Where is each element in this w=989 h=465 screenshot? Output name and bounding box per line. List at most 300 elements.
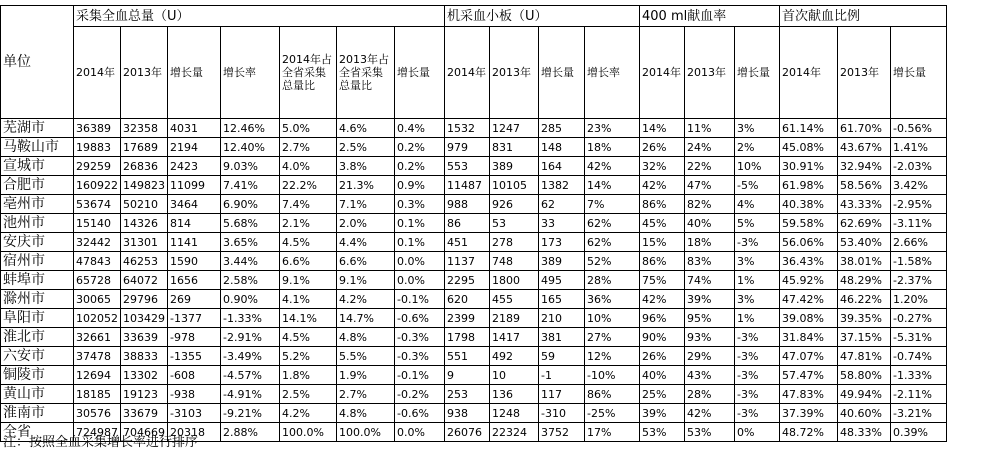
value-cell: 37.39% [780, 404, 838, 423]
value-cell: 47.42% [780, 290, 838, 309]
value-cell: 1382 [539, 176, 585, 195]
value-cell: 12694 [74, 366, 121, 385]
subheader-cell: 2014年 [780, 27, 838, 119]
value-cell: 96% [640, 309, 685, 328]
value-cell: -5.31% [891, 328, 947, 347]
blank-cell [947, 119, 981, 138]
value-cell: 38833 [121, 347, 168, 366]
value-cell: 6.6% [280, 252, 337, 271]
value-cell: 2194 [168, 138, 221, 157]
unit-name-cell: 合肥市 [1, 176, 74, 195]
value-cell: 164 [539, 157, 585, 176]
value-cell: 45.08% [780, 138, 838, 157]
value-cell: 0.0% [395, 252, 445, 271]
subheader-cell: 2014年 [640, 27, 685, 119]
footnote: 注：按照全血采集增长率进行排序 [3, 435, 199, 450]
value-cell: 74% [685, 271, 735, 290]
blank-cell [947, 176, 981, 195]
unit-name-cell: 铜陵市 [1, 366, 74, 385]
value-cell: 4031 [168, 119, 221, 138]
value-cell: 7% [585, 195, 640, 214]
subheader-cell: 2013年 [685, 27, 735, 119]
value-cell: 45.92% [780, 271, 838, 290]
value-cell: 0% [735, 423, 780, 442]
value-cell: 173 [539, 233, 585, 252]
value-cell: 32358 [121, 119, 168, 138]
value-cell: 1417 [490, 328, 539, 347]
value-cell: 65728 [74, 271, 121, 290]
value-cell: 6.90% [221, 195, 280, 214]
value-cell: 9.1% [337, 271, 395, 290]
value-cell: 47% [685, 176, 735, 195]
value-cell: 30576 [74, 404, 121, 423]
header-platelet: 机采血小板（U） [445, 6, 640, 27]
value-cell: 14% [640, 119, 685, 138]
value-cell: -0.3% [395, 328, 445, 347]
value-cell: 36389 [74, 119, 121, 138]
table-row [1, 309, 981, 328]
value-cell: 30.91% [780, 157, 838, 176]
value-cell: 64072 [121, 271, 168, 290]
value-cell: 4.2% [337, 290, 395, 309]
value-cell: 43.67% [838, 138, 891, 157]
value-cell: 14.1% [280, 309, 337, 328]
blank-cell [947, 6, 981, 119]
blank-cell [947, 157, 981, 176]
subheader-cell: 增长量 [168, 27, 221, 119]
value-cell: -1.33% [221, 309, 280, 328]
value-cell: 50210 [121, 195, 168, 214]
table-row [1, 214, 981, 233]
value-cell: 19123 [121, 385, 168, 404]
value-cell: -938 [168, 385, 221, 404]
subheader-cell: 2013年 [490, 27, 539, 119]
value-cell: 39% [640, 404, 685, 423]
value-cell: 23% [585, 119, 640, 138]
value-cell: 10105 [490, 176, 539, 195]
value-cell: 100.0% [280, 423, 337, 442]
value-cell: 3.42% [891, 176, 947, 195]
value-cell: 7.4% [280, 195, 337, 214]
value-cell: 278 [490, 233, 539, 252]
value-cell: 4.4% [337, 233, 395, 252]
value-cell: 10 [490, 366, 539, 385]
value-cell: 381 [539, 328, 585, 347]
table-row [1, 366, 981, 385]
value-cell: 48.29% [838, 271, 891, 290]
value-cell: 28% [585, 271, 640, 290]
value-cell: 3464 [168, 195, 221, 214]
value-cell: 43% [685, 366, 735, 385]
value-cell: 704669 [121, 423, 168, 442]
table-row [1, 195, 981, 214]
value-cell: 102052 [74, 309, 121, 328]
value-cell: -4.91% [221, 385, 280, 404]
blank-cell [947, 423, 981, 442]
value-cell: 389 [539, 252, 585, 271]
value-cell: 4.2% [280, 404, 337, 423]
value-cell: 49.94% [838, 385, 891, 404]
value-cell: 12.40% [221, 138, 280, 157]
value-cell: 28% [685, 385, 735, 404]
value-cell: 4.8% [337, 328, 395, 347]
value-cell: 39% [685, 290, 735, 309]
value-cell: 2.88% [221, 423, 280, 442]
value-cell: -3.11% [891, 214, 947, 233]
value-cell: 3% [735, 119, 780, 138]
value-cell: 9.1% [280, 271, 337, 290]
value-cell: 269 [168, 290, 221, 309]
value-cell: 1800 [490, 271, 539, 290]
value-cell: 14326 [121, 214, 168, 233]
value-cell: 2.66% [891, 233, 947, 252]
value-cell: 37478 [74, 347, 121, 366]
value-cell: 1590 [168, 252, 221, 271]
value-cell: 38.01% [838, 252, 891, 271]
value-cell: 1% [735, 309, 780, 328]
value-cell: 4.5% [280, 233, 337, 252]
value-cell: 5% [735, 214, 780, 233]
value-cell: 75% [640, 271, 685, 290]
blank-cell [947, 385, 981, 404]
value-cell: 0.0% [395, 423, 445, 442]
unit-name-cell: 六安市 [1, 347, 74, 366]
subheader-cell: 增长率 [585, 27, 640, 119]
value-cell: -3% [735, 347, 780, 366]
value-cell: 2423 [168, 157, 221, 176]
value-cell: 7.41% [221, 176, 280, 195]
value-cell: 103429 [121, 309, 168, 328]
value-cell: -0.27% [891, 309, 947, 328]
value-cell: 2% [735, 138, 780, 157]
unit-name-cell: 马鞍山市 [1, 138, 74, 157]
value-cell: 285 [539, 119, 585, 138]
value-cell: 1% [735, 271, 780, 290]
value-cell: 4% [735, 195, 780, 214]
value-cell: 149823 [121, 176, 168, 195]
unit-header: 单位 [1, 6, 74, 119]
unit-name-cell: 亳州市 [1, 195, 74, 214]
value-cell: 22324 [490, 423, 539, 442]
value-cell: 18185 [74, 385, 121, 404]
value-cell: 136 [490, 385, 539, 404]
value-cell: 83% [685, 252, 735, 271]
value-cell: 56.06% [780, 233, 838, 252]
value-cell: -0.2% [395, 385, 445, 404]
value-cell: 15140 [74, 214, 121, 233]
value-cell: 32442 [74, 233, 121, 252]
value-cell: 3.8% [337, 157, 395, 176]
blank-cell [947, 366, 981, 385]
value-cell: 22.2% [280, 176, 337, 195]
value-cell: 3.44% [221, 252, 280, 271]
value-cell: 47.81% [838, 347, 891, 366]
blank-cell [947, 328, 981, 347]
value-cell: 33639 [121, 328, 168, 347]
value-cell: 62% [585, 233, 640, 252]
value-cell: 5.0% [280, 119, 337, 138]
value-cell: 1656 [168, 271, 221, 290]
table-row [1, 271, 981, 290]
value-cell: -1.33% [891, 366, 947, 385]
value-cell: 11487 [445, 176, 490, 195]
unit-name-cell: 芜湖市 [1, 119, 74, 138]
value-cell: 9.03% [221, 157, 280, 176]
value-cell: 0.0% [395, 271, 445, 290]
value-cell: 43.33% [838, 195, 891, 214]
value-cell: 61.98% [780, 176, 838, 195]
value-cell: 17689 [121, 138, 168, 157]
blank-cell [947, 271, 981, 290]
value-cell: -0.6% [395, 404, 445, 423]
value-cell: 40.38% [780, 195, 838, 214]
value-cell: 17% [585, 423, 640, 442]
value-cell: -0.6% [395, 309, 445, 328]
value-cell: 32661 [74, 328, 121, 347]
value-cell: 2.0% [337, 214, 395, 233]
value-cell: 86% [585, 385, 640, 404]
subheader-cell: 2013年 [838, 27, 891, 119]
value-cell: 86 [445, 214, 490, 233]
value-cell: 22% [685, 157, 735, 176]
value-cell: -3% [735, 328, 780, 347]
unit-name-cell: 全省 [1, 423, 74, 442]
value-cell: 10% [735, 157, 780, 176]
value-cell: 29259 [74, 157, 121, 176]
subheader-cell: 2014年 [445, 27, 490, 119]
value-cell: 2.1% [280, 214, 337, 233]
value-cell: 53674 [74, 195, 121, 214]
blood-collection-table [0, 5, 981, 442]
value-cell: 82% [685, 195, 735, 214]
value-cell: 53 [490, 214, 539, 233]
value-cell: 42% [585, 157, 640, 176]
value-cell: 27% [585, 328, 640, 347]
blank-cell [947, 309, 981, 328]
blank-cell [947, 404, 981, 423]
value-cell: 93% [685, 328, 735, 347]
value-cell: 26836 [121, 157, 168, 176]
value-cell: 926 [490, 195, 539, 214]
value-cell: 52% [585, 252, 640, 271]
table-row [1, 138, 981, 157]
value-cell: 0.1% [395, 233, 445, 252]
value-cell: 210 [539, 309, 585, 328]
value-cell: -1377 [168, 309, 221, 328]
unit-name-cell: 阜阳市 [1, 309, 74, 328]
subheader-cell: 增长量 [891, 27, 947, 119]
value-cell: 979 [445, 138, 490, 157]
value-cell: 86% [640, 252, 685, 271]
value-cell: 2.5% [280, 385, 337, 404]
unit-name-cell: 蚌埠市 [1, 271, 74, 290]
value-cell: 2.7% [337, 385, 395, 404]
value-cell: 2.58% [221, 271, 280, 290]
value-cell: 4.8% [337, 404, 395, 423]
table-row [1, 385, 981, 404]
value-cell: 12% [585, 347, 640, 366]
table-row [1, 252, 981, 271]
table-row [1, 347, 981, 366]
value-cell: 5.68% [221, 214, 280, 233]
unit-name-cell: 淮南市 [1, 404, 74, 423]
value-cell: 148 [539, 138, 585, 157]
value-cell: -3% [735, 385, 780, 404]
table-row [1, 176, 981, 195]
value-cell: -2.91% [221, 328, 280, 347]
value-cell: -2.03% [891, 157, 947, 176]
value-cell: 31301 [121, 233, 168, 252]
value-cell: 4.0% [280, 157, 337, 176]
value-cell: 11099 [168, 176, 221, 195]
value-cell: 455 [490, 290, 539, 309]
value-cell: 20318 [168, 423, 221, 442]
value-cell: -1355 [168, 347, 221, 366]
value-cell: -5% [735, 176, 780, 195]
value-cell: 389 [490, 157, 539, 176]
value-cell: 32% [640, 157, 685, 176]
header-first-time-ratio: 首次献血比例 [780, 6, 947, 27]
unit-name-cell: 宣城市 [1, 157, 74, 176]
value-cell: 11% [685, 119, 735, 138]
blank-cell [947, 138, 981, 157]
value-cell: 33679 [121, 404, 168, 423]
value-cell: 988 [445, 195, 490, 214]
value-cell: 25% [640, 385, 685, 404]
value-cell: 95% [685, 309, 735, 328]
value-cell: 29796 [121, 290, 168, 309]
value-cell: 165 [539, 290, 585, 309]
value-cell: 59.58% [780, 214, 838, 233]
value-cell: 32.94% [838, 157, 891, 176]
value-cell: 19883 [74, 138, 121, 157]
value-cell: 48.33% [838, 423, 891, 442]
table-row [1, 328, 981, 347]
subheader-cell: 2013年占全省采集总量比 [337, 27, 395, 119]
value-cell: 253 [445, 385, 490, 404]
value-cell: 4.5% [280, 328, 337, 347]
value-cell: 36.43% [780, 252, 838, 271]
value-cell: 2295 [445, 271, 490, 290]
value-cell: 39.08% [780, 309, 838, 328]
value-cell: 57.47% [780, 366, 838, 385]
value-cell: 29% [685, 347, 735, 366]
value-cell: 2.7% [280, 138, 337, 157]
value-cell: 13302 [121, 366, 168, 385]
unit-name-cell: 黄山市 [1, 385, 74, 404]
unit-name-cell: 宿州市 [1, 252, 74, 271]
value-cell: 100.0% [337, 423, 395, 442]
value-cell: 3752 [539, 423, 585, 442]
value-cell: 4.1% [280, 290, 337, 309]
value-cell: 495 [539, 271, 585, 290]
value-cell: 620 [445, 290, 490, 309]
value-cell: 58.80% [838, 366, 891, 385]
blank-cell [947, 195, 981, 214]
value-cell: 26076 [445, 423, 490, 442]
subheader-cell: 增长量 [395, 27, 445, 119]
value-cell: -0.1% [395, 366, 445, 385]
value-cell: 61.70% [838, 119, 891, 138]
value-cell: 3.65% [221, 233, 280, 252]
value-cell: 40% [640, 366, 685, 385]
blank-cell [947, 233, 981, 252]
value-cell: 61.14% [780, 119, 838, 138]
value-cell: 938 [445, 404, 490, 423]
value-cell: -3% [735, 233, 780, 252]
unit-name-cell: 安庆市 [1, 233, 74, 252]
value-cell: 0.2% [395, 138, 445, 157]
value-cell: 18% [685, 233, 735, 252]
value-cell: -1.58% [891, 252, 947, 271]
value-cell: -2.11% [891, 385, 947, 404]
value-cell: 0.90% [221, 290, 280, 309]
value-cell: 47.07% [780, 347, 838, 366]
value-cell: 0.1% [395, 214, 445, 233]
value-cell: 1141 [168, 233, 221, 252]
value-cell: -0.56% [891, 119, 947, 138]
value-cell: 42% [640, 176, 685, 195]
value-cell: 1532 [445, 119, 490, 138]
value-cell: 2.5% [337, 138, 395, 157]
subheader-cell: 增长量 [539, 27, 585, 119]
blank-cell [947, 214, 981, 233]
value-cell: 62% [585, 214, 640, 233]
value-cell: 53% [685, 423, 735, 442]
value-cell: 0.2% [395, 157, 445, 176]
value-cell: -3% [735, 366, 780, 385]
value-cell: 12.46% [221, 119, 280, 138]
value-cell: 24% [685, 138, 735, 157]
value-cell: 6.6% [337, 252, 395, 271]
blank-cell [947, 347, 981, 366]
value-cell: 1.9% [337, 366, 395, 385]
value-cell: 21.3% [337, 176, 395, 195]
value-cell: 15% [640, 233, 685, 252]
value-cell: 59 [539, 347, 585, 366]
value-cell: 26% [640, 138, 685, 157]
value-cell: 9 [445, 366, 490, 385]
value-cell: -3.49% [221, 347, 280, 366]
header-sub-row [1, 27, 981, 119]
value-cell: 3% [735, 290, 780, 309]
value-cell: -310 [539, 404, 585, 423]
value-cell: -9.21% [221, 404, 280, 423]
value-cell: 5.5% [337, 347, 395, 366]
value-cell: 1137 [445, 252, 490, 271]
value-cell: -978 [168, 328, 221, 347]
unit-name-cell: 池州市 [1, 214, 74, 233]
value-cell: 0.39% [891, 423, 947, 442]
value-cell: 90% [640, 328, 685, 347]
value-cell: 26% [640, 347, 685, 366]
value-cell: 3% [735, 252, 780, 271]
table-row [1, 290, 981, 309]
blank-cell [947, 290, 981, 309]
value-cell: 31.84% [780, 328, 838, 347]
value-cell: -25% [585, 404, 640, 423]
value-cell: 5.2% [280, 347, 337, 366]
subheader-cell: 2014年占全省采集总量比 [280, 27, 337, 119]
value-cell: -3103 [168, 404, 221, 423]
value-cell: -0.74% [891, 347, 947, 366]
value-cell: 2189 [490, 309, 539, 328]
subheader-cell: 2014年 [74, 27, 121, 119]
value-cell: 47.83% [780, 385, 838, 404]
value-cell: 36% [585, 290, 640, 309]
value-cell: 117 [539, 385, 585, 404]
table-row [1, 233, 981, 252]
